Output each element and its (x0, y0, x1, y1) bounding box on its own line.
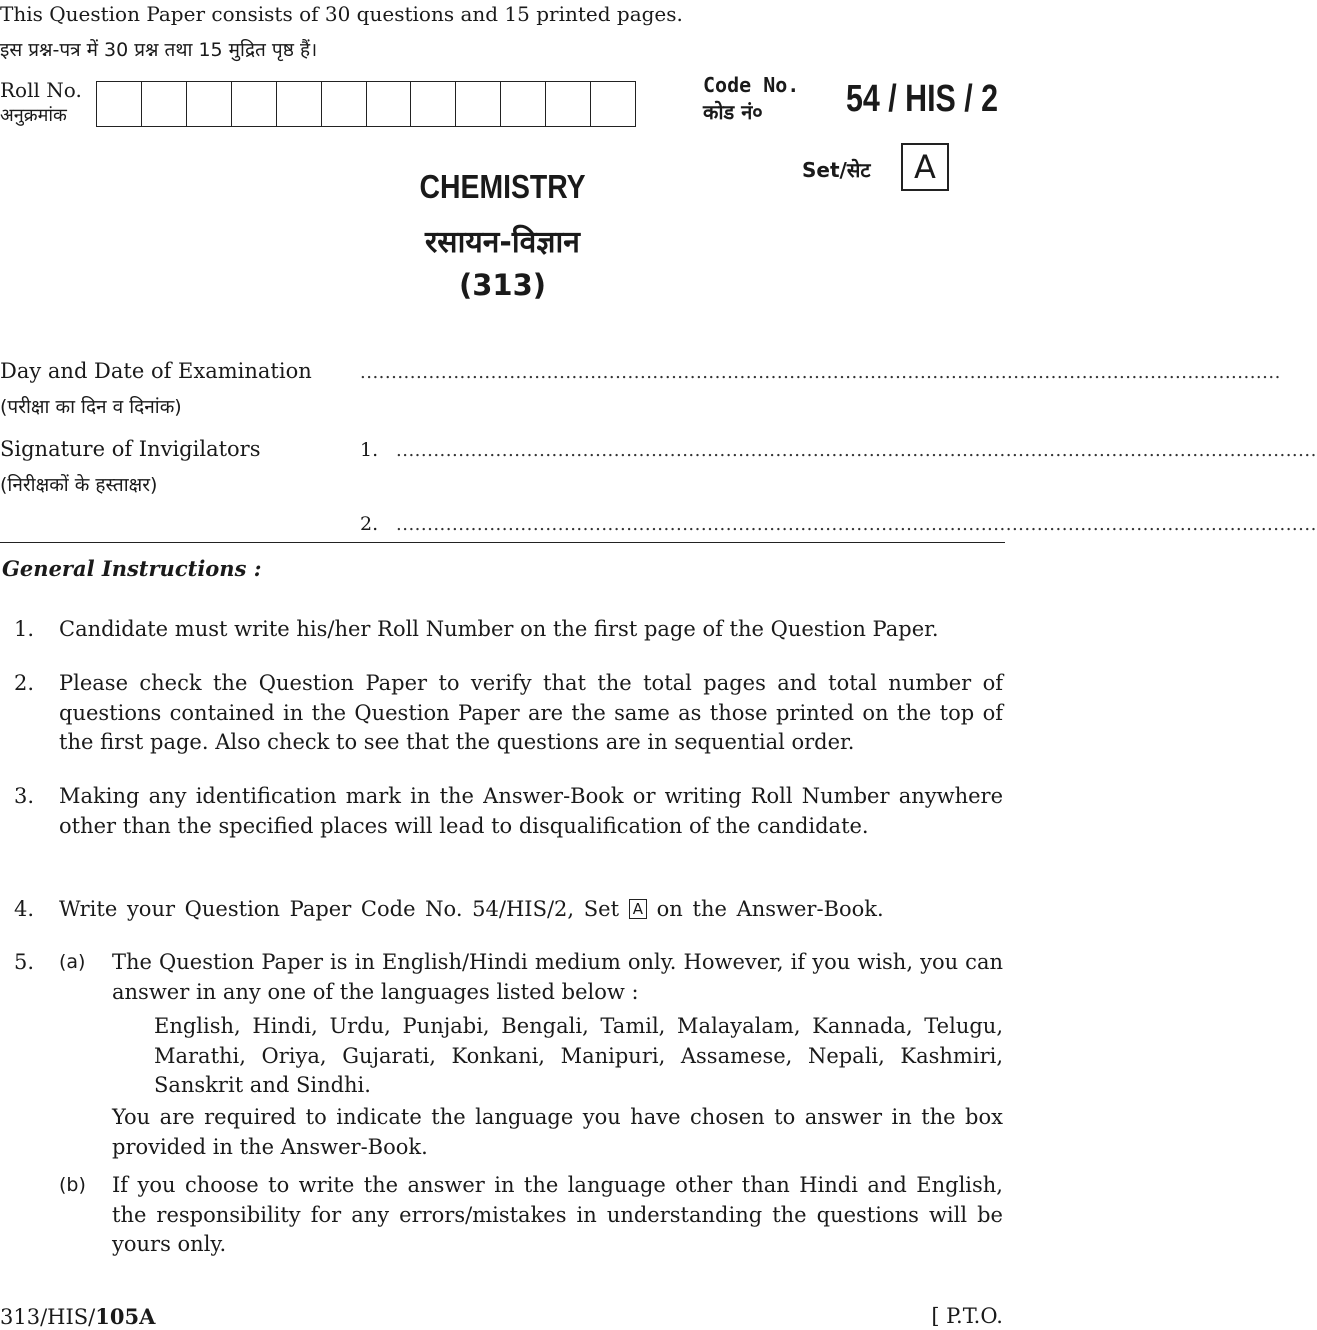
signature-1-line[interactable]: .................................................................................................................................................... (396, 440, 1317, 461)
instruction-text: Candidate must write his/her Roll Number on the first page of the Question Paper. (59, 617, 939, 641)
set-inline-box: A (629, 899, 647, 919)
instruction-number: 3. (14, 784, 35, 808)
code-number-label (703, 72, 799, 126)
footer-code-bold: 105A (95, 1304, 156, 1329)
roll-digit-box[interactable] (322, 82, 367, 126)
instruction-number: 5. (14, 950, 35, 974)
paper-code: 54 / HIS / 2 (846, 78, 999, 120)
signature-2-line[interactable]: .................................................................................................................................................... (396, 514, 1317, 535)
sub-item-text: You are required to indicate the language you have chosen to answer in the box provided in the Answer-Book. (112, 1105, 1003, 1159)
code-label-english: Code No. (703, 73, 800, 97)
sub-item-text: The Question Paper is in English/Hindi medium only. However, if you wish, you can answer in any one of the languages listed below : (112, 950, 1003, 1004)
set-box: A (901, 143, 949, 191)
instruction-number: 1. (14, 617, 35, 641)
signature-2-number: 2. (360, 513, 379, 535)
roll-digit-box[interactable] (187, 82, 232, 126)
sub-item-letter: (b) (59, 1174, 86, 1196)
invigilators-label (0, 431, 260, 503)
code-label-hindi: कोड नं० (703, 100, 763, 124)
roll-digit-box[interactable] (456, 82, 501, 126)
instruction-number: 4. (14, 897, 35, 921)
paper-info-english: This Question Paper consists of 30 questions and 15 printed pages. (0, 2, 683, 26)
invigilators-label-hindi: (निरीक्षकों के हस्ताक्षर) (0, 474, 158, 496)
subject-name-hindi: रसायन-विज्ञान (425, 225, 580, 260)
footer-code (0, 1304, 155, 1329)
sub-item-text: If you choose to write the answer in the language other than Hindi and English, the responsibility for any errors/mistakes in understanding the questions will be yours only. (112, 1173, 1003, 1256)
language-list-text: English, Hindi, Urdu, Punjabi, Bengali, Tamil, Malayalam, Kannada, Telugu, Marathi, Oriya, Gujarati, Konkani, Manipuri, Assamese, Nepali, Kashmiri, Sanskrit and Sindhi. (154, 1014, 1003, 1097)
roll-label-hindi: अनुक्रमांक (0, 105, 67, 126)
roll-digit-box[interactable] (142, 82, 187, 126)
divider-rule (0, 542, 1005, 543)
roll-digit-box[interactable] (232, 82, 277, 126)
signature-1-number: 1. (360, 439, 379, 461)
subject-code: (313) (458, 268, 547, 302)
roll-number-label (0, 78, 82, 128)
sub-item-letter: (a) (59, 951, 86, 973)
roll-digit-box[interactable] (97, 82, 142, 126)
roll-digit-box[interactable] (546, 82, 591, 126)
instruction-number: 2. (14, 671, 35, 695)
exam-date-line[interactable]: .................................................................................................................................................... (360, 362, 1281, 383)
roll-digit-box[interactable] (501, 82, 546, 126)
footer-pto: [ P.T.O. (931, 1304, 1003, 1328)
instruction-text (59, 895, 1003, 925)
exam-date-label-english: Day and Date of Examination (0, 359, 312, 383)
roll-digit-box[interactable] (277, 82, 322, 126)
instruction-text-after: on the Answer-Book. (656, 897, 884, 921)
roll-label-english: Roll No. (0, 78, 82, 102)
roll-number-boxes[interactable] (96, 81, 636, 127)
exam-date-label (0, 353, 312, 425)
set-label: Set/सेट (802, 158, 871, 182)
roll-digit-box[interactable] (367, 82, 412, 126)
invigilators-label-english: Signature of Invigilators (0, 437, 261, 461)
instruction-text: Making any identification mark in the Answer-Book or writing Roll Number anywhere other than the specified places will lead to disqualification of the candidate. (59, 784, 1003, 838)
subject-name-english: CHEMISTRY (419, 168, 586, 205)
exam-date-label-hindi: (परीक्षा का दिन व दिनांक) (0, 396, 182, 418)
instruction-text: Please check the Question Paper to verify that the total pages and total number of questions contained in the Question Paper are the same as those printed on the top of the first page. Also check to see that the questions are in sequential order. (59, 671, 1003, 754)
instruction-text-before: Write your Question Paper Code No. 54/HIS/2, Set (59, 897, 620, 921)
paper-info-hindi: इस प्रश्न-पत्र में 30 प्रश्न तथा 15 मुद्रित पृष्ठ हैं। (0, 39, 318, 61)
instructions-title: General Instructions : (2, 556, 262, 581)
roll-digit-box[interactable] (591, 82, 635, 126)
roll-digit-box[interactable] (411, 82, 456, 126)
footer-code-prefix: 313/HIS/ (0, 1305, 96, 1329)
